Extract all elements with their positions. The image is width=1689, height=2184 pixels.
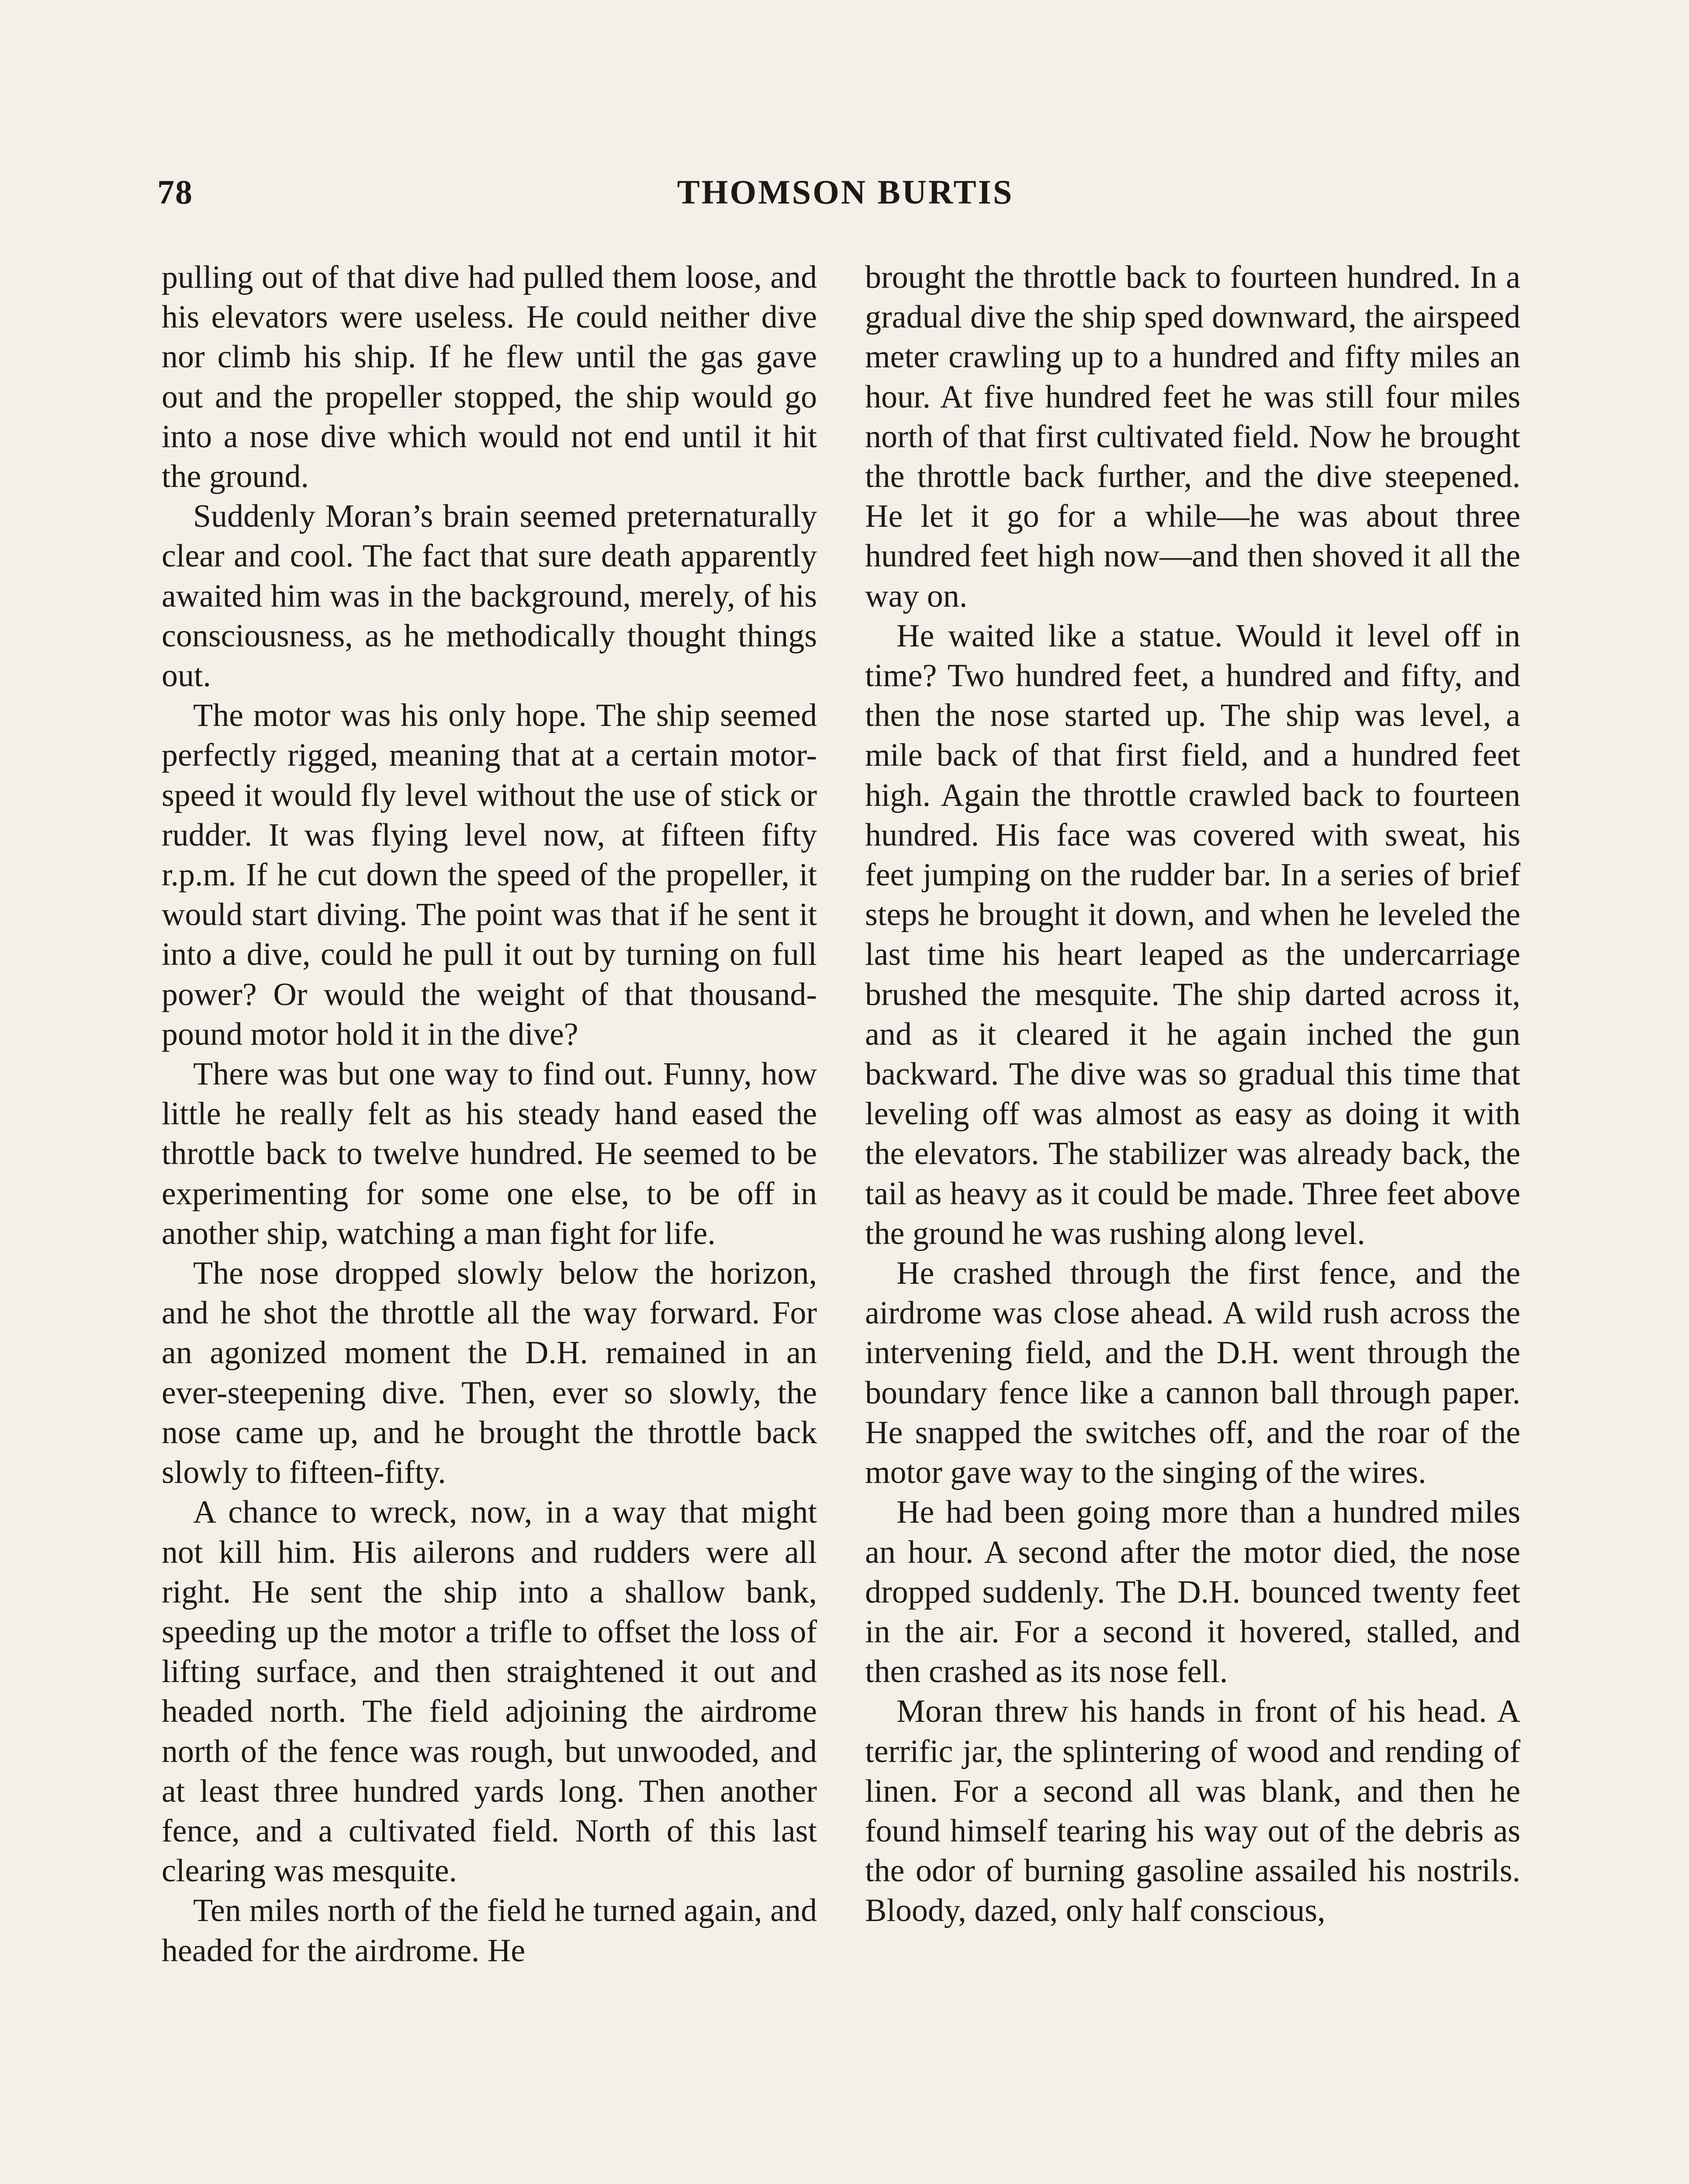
paragraph: Moran threw his hands in front of his head. A terrific jar, the splintering of wood and rending of linen. For a second all was blank, and then he found himself tearing his way out of the debris as the odor of burning gasoline assailed his nostrils. Bloody, dazed, only half conscious, xyxy=(865,1693,1520,1929)
paragraph: The nose dropped slowly below the horizon, and he shot the throttle all the way forward. For an agonized moment the D.H. remained in an ever-steepening dive. Then, ever so slowly, the nose came up, and he brought the throttle back slowly to fifteen-fifty. xyxy=(162,1255,817,1491)
paragraph: brought the throttle back to fourteen hundred. In a gradual dive the ship sped downward, the airspeed meter crawling up to a hundred and fifty miles an hour. At five hundred feet he was still four miles north of that first cultivated field. Now he brought the throttle back further, and the dive steepened. He let it go for a while—he was about three hundred feet high now—and then shoved it all the way on. xyxy=(865,259,1520,614)
left-column xyxy=(162,258,817,1971)
paragraph: He waited like a statue. Would it level off in time? Two hundred feet, a hundred and fifty, and then the nose started up. The ship was level, a mile back of that first field, and a hundred feet high. Again the throttle crawled back to fourteen hundred. His face was covered with sweat, his feet jumping on the rudder bar. In a series of brief steps he brought it down, and when he leveled the last time his heart leaped as the undercarriage brushed the mesquite. The ship darted across it, and as it cleared it he again inched the gun backward. The dive was so gradual this time that leveling off was almost as easy as doing it with the elevators. The stabilizer was already back, the tail as heavy as it could be made. Three feet above the ground he was rushing along level. xyxy=(865,618,1520,1251)
page-number: 78 xyxy=(157,173,193,211)
running-head: THOMSON BURTIS xyxy=(677,173,1014,211)
paragraph: He had been going more than a hundred miles an hour. A second after the motor died, the nose dropped suddenly. The D.H. bounced twenty feet in the air. For a second it hovered, stalled, and then crashed as its nose fell. xyxy=(865,1494,1520,1690)
page-header xyxy=(157,173,1533,221)
paragraph: Suddenly Moran’s brain seemed preternaturally clear and cool. The fact that sure death apparently awaited him was in the background, merely, of his consciousness, as he methodically thought things out. xyxy=(162,498,817,694)
paragraph: There was but one way to find out. Funny, how little he really felt as his steady hand eased the throttle back to twelve hundred. He seemed to be experimenting for some one else, to be off in another ship, watching a man fight for life. xyxy=(162,1056,817,1251)
paragraph: The motor was his only hope. The ship seemed perfectly rigged, meaning that at a certain motor-speed it would fly level without the use of stick or rudder. It was flying level now, at fifteen fifty r.p.m. If he cut down the speed of the propeller, it would start diving. The point was that if he sent it into a dive, could he pull it out by turning on full power? Or would the weight of that thousand-pound motor hold it in the dive? xyxy=(162,698,817,1052)
right-column xyxy=(865,258,1520,1931)
paragraph: A chance to wreck, now, in a way that might not kill him. His ailerons and rudders were all right. He sent the ship into a shallow bank, speeding up the motor a trifle to offset the loss of lifting surface, and then straightened it out and headed north. The field adjoining the airdrome north of the fence was rough, but unwooded, and at least three hundred yards long. Then another fence, and a cultivated field. North of this last clearing was mesquite. xyxy=(162,1494,817,1889)
paragraph: Ten miles north of the field he turned again, and headed for the airdrome. He xyxy=(162,1893,817,1969)
paragraph: pulling out of that dive had pulled them loose, and his elevators were useless. He could neither dive nor climb his ship. If he flew until the gas gave out and the propeller stopped, the ship would go into a nose dive which would not end until it hit the ground. xyxy=(162,259,817,495)
paragraph: He crashed through the first fence, and the airdrome was close ahead. A wild rush across the intervening field, and the D.H. went through the boundary fence like a cannon ball through paper. He snapped the switches off, and the roar of the motor gave way to the singing of the wires. xyxy=(865,1255,1520,1491)
